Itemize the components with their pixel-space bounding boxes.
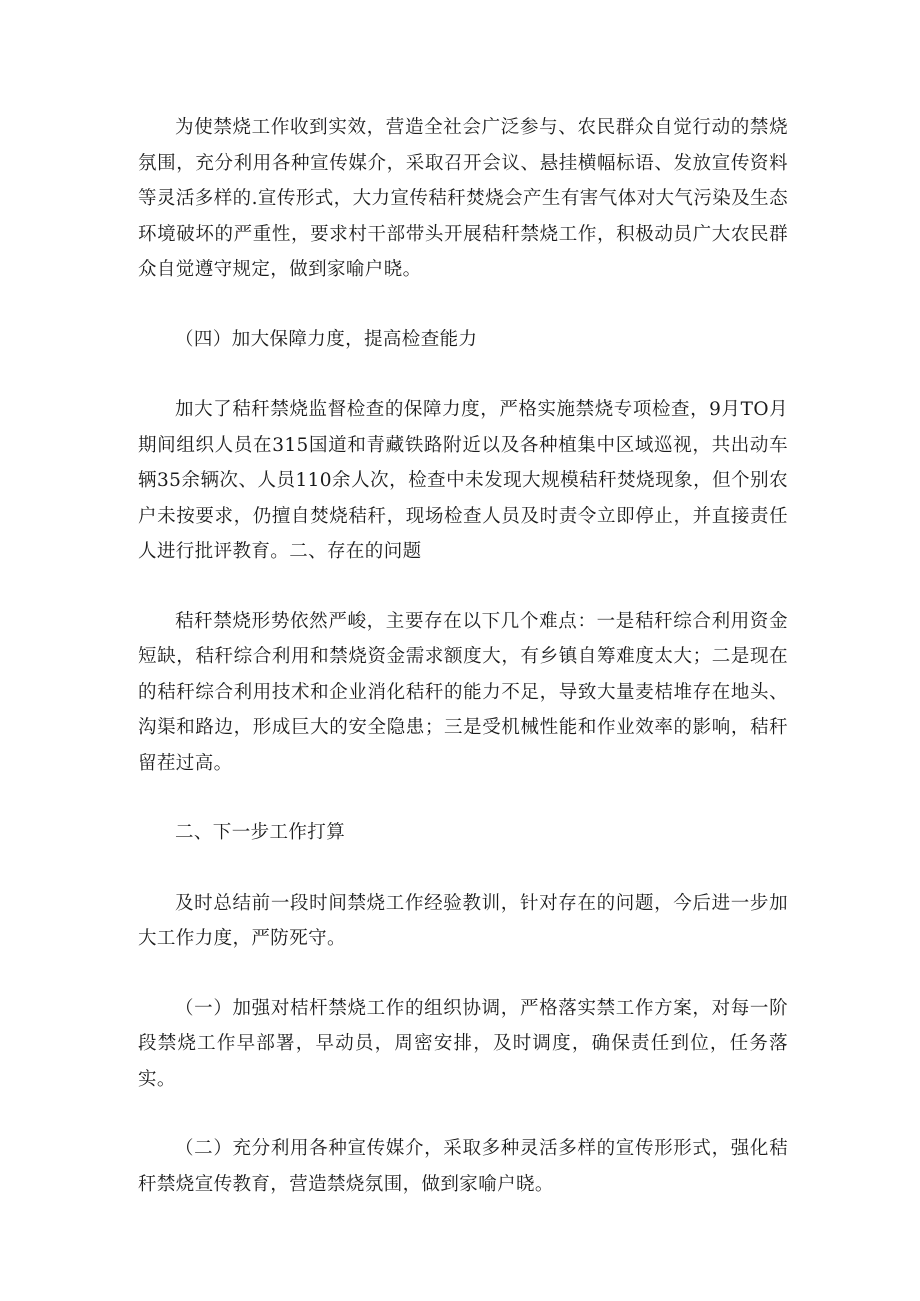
paragraph-summary: 及时总结前一段时间禁烧工作经验教训，针对存在的问题，今后进一步加大工作力度，严防死守。 (138, 892, 788, 949)
paragraph-item-two: （二）充分利用各种宣传媒介，采取多种灵活多样的宣传形形式，强化秸秆禁烧宣传教育，营造禁烧氛围，做到家喻户晓。 (138, 1138, 788, 1195)
section-heading-four: （四）加大保障力度，提高检查能力 (175, 328, 478, 350)
paragraph-inspection: 加大了秸秆禁烧监督检查的保障力度，严格实施禁烧专项检查，9月TO月期间组织人员在315国道和青藏铁路附近以及各种植集中区域巡视，共出动车辆35余辆次、人员110余人次，检查中未发现大规模秸秆焚烧现象，但个别农户未按要求，仍擅自焚烧秸秆，现场检查人员及时责令立即停止，并直接责任人进行批评教育。二、存在的问题 (138, 399, 788, 562)
paragraph-publicity: 为使禁烧工作收到实效，营造全社会广泛参与、农民群众自觉行动的禁烧氛围，充分利用各种宣传媒介，采取召开会议、悬挂横幅标语、发放宣传资料等灵活多样的.宣传形式，大力宣传秸秆焚烧会产生有害气体对大气污染及生态环境破坏的严重性，要求村干部带头开展秸秆禁烧工作，积极动员广大农民群众自觉遵守规定，做到家喻户晓。 (138, 117, 788, 280)
paragraph-item-one: （一）加强对桔杆禁烧工作的组织协调，严格落实禁工作方案，对每一阶段禁烧工作早部署，早动员，周密安排，及时调度，确保责任到位，任务落实。 (138, 997, 788, 1090)
paragraph-problems: 秸秆禁烧形势依然严峻，主要存在以下几个难点：一是秸秆综合利用资金短缺，秸秆综合利用和禁烧资金需求额度大，有乡镇自筹难度太大；二是现在的秸秆综合利用技术和企业消化秸秆的能力不足，导致大量麦桔堆存在地头、沟渠和路边，形成巨大的安全隐患；三是受机械性能和作业效率的影响，秸秆留茬过高。 (138, 610, 788, 774)
document-body (138, 110, 788, 1236)
section-heading-next-steps: 二、下一步工作打算 (175, 822, 346, 843)
